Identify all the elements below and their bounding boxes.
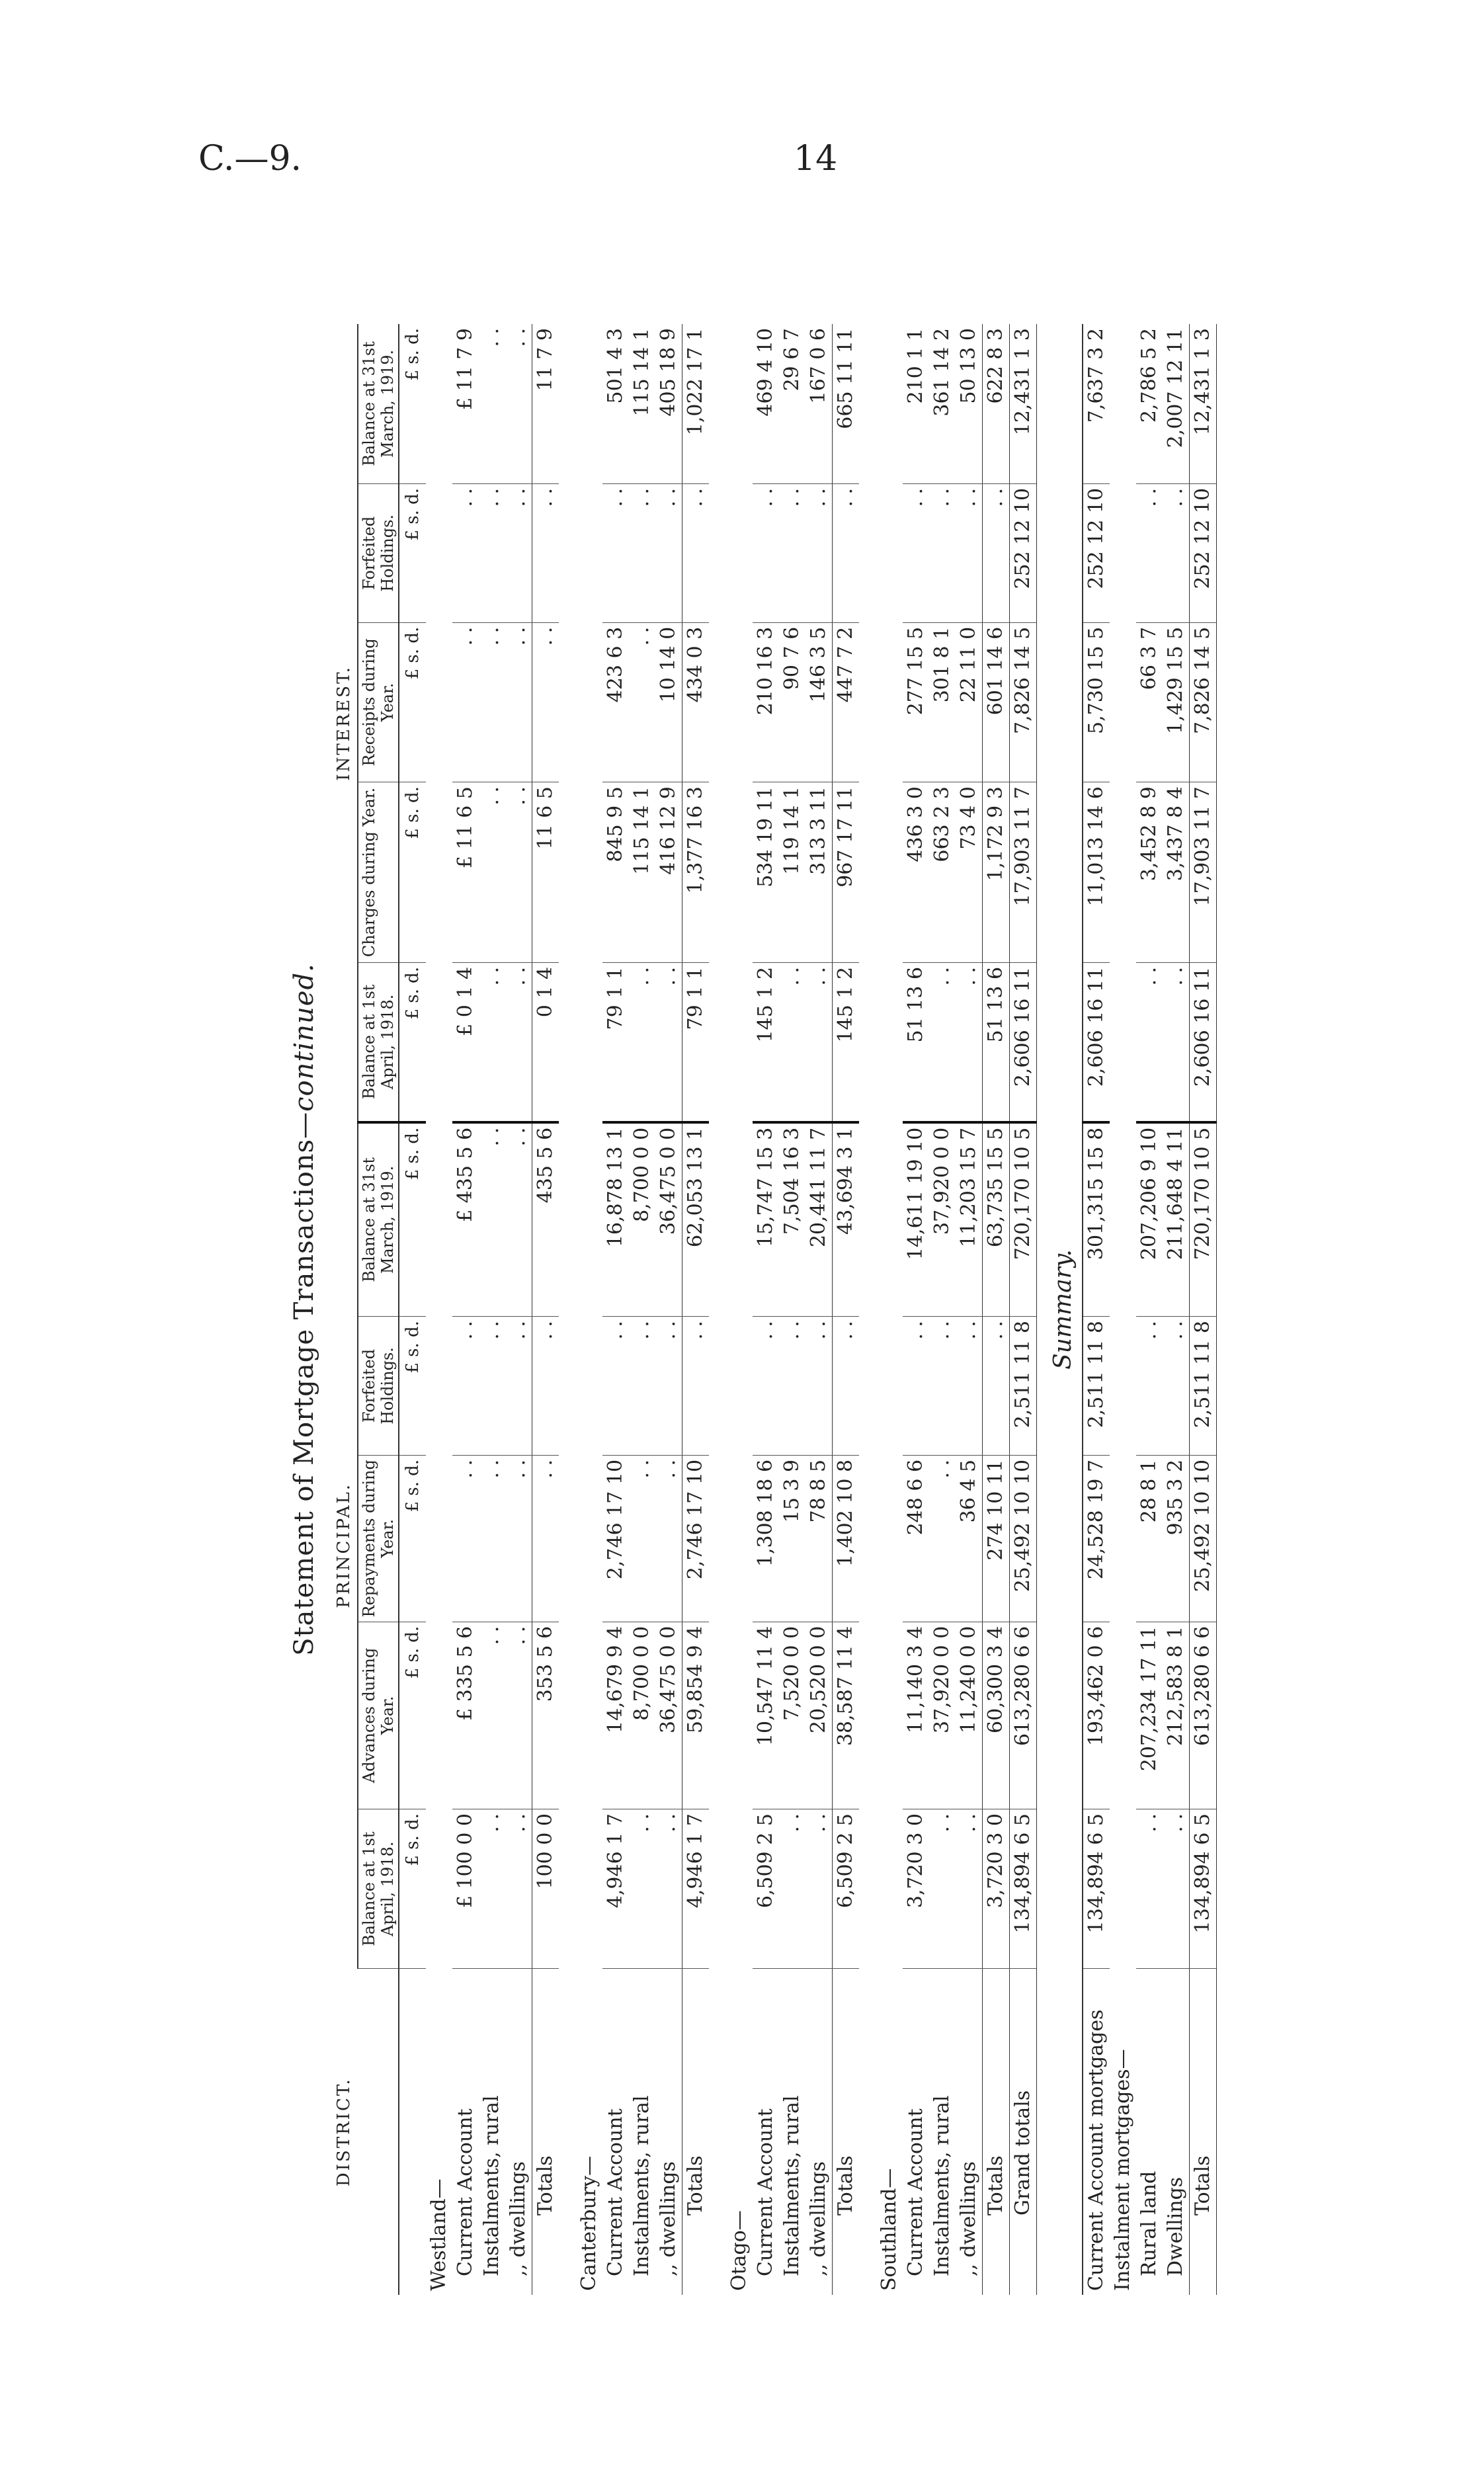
table-cell: 622 8 3 xyxy=(983,324,1010,483)
table-cell: 301 8 1 xyxy=(929,622,956,782)
table-cell: 145 1 2 xyxy=(753,962,779,1122)
table-cell: . . xyxy=(983,1317,1010,1456)
col-header-repayments: Repayments during Year. xyxy=(358,1455,399,1622)
table-cell: . . xyxy=(1136,1317,1163,1456)
table-cell: . . xyxy=(505,1122,532,1317)
table-cell: 252 12 10 xyxy=(1190,483,1217,622)
table-cell: 2,007 12 11 xyxy=(1163,324,1190,483)
table-row xyxy=(805,324,833,2295)
page-number: 14 xyxy=(794,139,838,179)
table-cell: 501 4 3 xyxy=(602,324,629,483)
table-cell: 79 1 1 xyxy=(682,962,710,1122)
table-row xyxy=(505,324,532,2295)
table-cell: . . xyxy=(505,962,532,1122)
table-cell: 207,206 9 10 xyxy=(1136,1122,1163,1317)
table-cell: 14,611 19 10 xyxy=(903,1122,929,1317)
row-label: Instalments, rural xyxy=(480,2095,503,2276)
table-cell: 193,462 0 6 xyxy=(1083,1622,1110,1809)
district-name: Otago— xyxy=(727,2210,751,2291)
table-cell: . . xyxy=(452,622,479,782)
table-cell: 115 14 1 xyxy=(629,324,655,483)
table-cell: 2,786 5 2 xyxy=(1136,324,1163,483)
table-row xyxy=(452,324,479,2295)
row-label: Current Account xyxy=(904,2108,927,2276)
table-cell: 73 4 0 xyxy=(956,782,983,963)
table-cell: 1,172 9 3 xyxy=(983,782,1010,963)
table-cell: 115 14 1 xyxy=(629,782,655,963)
table-cell: 207,234 17 11 xyxy=(1136,1622,1163,1809)
table-cell: . . xyxy=(1163,1809,1190,1969)
table-cell: 423 6 3 xyxy=(602,622,629,782)
table-cell: 79 1 1 xyxy=(602,962,629,1122)
row-label: Totals xyxy=(682,1969,710,2295)
table-cell: 10 14 0 xyxy=(655,622,682,782)
totals-row xyxy=(532,324,559,2295)
table-cell: 720,170 10 5 xyxy=(1010,1122,1037,1317)
table-cell: 252 12 10 xyxy=(1010,483,1037,622)
table-cell: 967 17 11 xyxy=(833,782,860,963)
table-cell: 2,746 17 10 xyxy=(602,1455,629,1622)
table-cell: . . xyxy=(833,483,860,622)
row-label: Current Account mortgages xyxy=(1083,1969,1110,2295)
table-cell: 1,429 15 5 xyxy=(1163,622,1190,782)
table-cell: 12,431 1 3 xyxy=(1190,324,1217,483)
table-cell: . . xyxy=(805,962,833,1122)
table-cell: 90 7 6 xyxy=(779,622,805,782)
table-cell: . . xyxy=(602,483,629,622)
table-cell: . . xyxy=(903,483,929,622)
table-caption xyxy=(278,324,331,2295)
table-cell: 16,878 13 1 xyxy=(602,1122,629,1317)
table-cell: . . xyxy=(629,483,655,622)
section-heading xyxy=(1110,324,1136,2295)
table-cell: . . xyxy=(505,1622,532,1809)
table-cell: . . xyxy=(505,622,532,782)
col-header-principal-balance-1918: Balance at 1st April, 1918. xyxy=(358,1809,399,1969)
table-cell: . . xyxy=(452,1317,479,1456)
table-cell: . . xyxy=(1136,483,1163,622)
row-label: Rural land xyxy=(1137,2171,1161,2276)
table-title: Statement of Mortgage Transactions— xyxy=(289,1111,319,1656)
section-heading xyxy=(726,324,753,2295)
table-cell: . . xyxy=(629,622,655,782)
row-label: Instalments, rural xyxy=(630,2095,653,2276)
col-header-interest-forfeited: Forfeited Holdings. xyxy=(358,483,399,622)
table-cell: . . xyxy=(929,1809,956,1969)
table-cell: . . xyxy=(505,324,532,483)
table-cell: . . xyxy=(956,1809,983,1969)
table-cell: 7,826 14 5 xyxy=(1190,622,1217,782)
table-cell: 59,854 9 4 xyxy=(682,1622,710,1809)
table-cell: 11,203 15 7 xyxy=(956,1122,983,1317)
table-cell: 1,022 17 1 xyxy=(682,324,710,483)
table-cell: 24,528 19 7 xyxy=(1083,1455,1110,1622)
table-cell: 28 8 1 xyxy=(1136,1455,1163,1622)
instalment-label: Instalment mortgages— xyxy=(1111,2049,1134,2291)
section-heading xyxy=(576,324,602,2295)
table-cell: . . xyxy=(629,1317,655,1456)
table-cell: 15,747 15 3 xyxy=(753,1122,779,1317)
table-cell: 134,894 6 5 xyxy=(1010,1809,1037,1969)
table-cell: 7,637 3 2 xyxy=(1083,324,1110,483)
table-cell: 601 14 6 xyxy=(983,622,1010,782)
interest-group-header: INTEREST. xyxy=(331,324,358,1122)
table-cell: . . xyxy=(753,483,779,622)
table-cell: . . xyxy=(1136,962,1163,1122)
table-row xyxy=(1136,324,1163,2295)
table-cell: . . xyxy=(1163,1317,1190,1456)
table-cell: . . xyxy=(479,1809,505,1969)
table-cell: . . xyxy=(655,1455,682,1622)
table-cell: 534 19 11 xyxy=(753,782,779,963)
table-cell: . . xyxy=(532,483,559,622)
district-name: Canterbury— xyxy=(577,2155,600,2291)
rotated-table-container xyxy=(278,324,1382,2295)
totals-row xyxy=(833,324,860,2295)
table-cell: . . xyxy=(929,483,956,622)
district-name: Southland— xyxy=(878,2168,901,2291)
table-cell: . . xyxy=(532,622,559,782)
table-cell: . . xyxy=(629,1455,655,1622)
table-cell: 167 0 6 xyxy=(805,324,833,483)
row-label: Totals xyxy=(833,1969,860,2295)
table-cell: 665 11 11 xyxy=(833,324,860,483)
table-cell: 5,730 15 5 xyxy=(1083,622,1110,782)
table-cell: 252 12 10 xyxy=(1083,483,1110,622)
row-label: ,, dwellings xyxy=(957,2161,980,2276)
table-cell: . . xyxy=(602,1317,629,1456)
table-row xyxy=(479,324,505,2295)
unit-label: £ s. d. xyxy=(399,324,426,483)
table-cell: . . xyxy=(479,483,505,622)
unit-label: £ s. d. xyxy=(399,782,426,963)
table-cell: . . xyxy=(479,962,505,1122)
table-cell: 3,720 3 0 xyxy=(903,1809,929,1969)
table-cell: 4,946 1 7 xyxy=(682,1809,710,1969)
table-cell: 435 5 6 xyxy=(532,1122,559,1317)
table-cell: 2,606 16 11 xyxy=(1010,962,1037,1122)
table-cell: 134,894 6 5 xyxy=(1190,1809,1217,1969)
row-label: Instalments, rural xyxy=(930,2095,954,2276)
table-cell: 1,402 10 8 xyxy=(833,1455,860,1622)
table-cell: 7,520 0 0 xyxy=(779,1622,805,1809)
document-code: C.—9. xyxy=(198,139,302,179)
unit-label: £ s. d. xyxy=(399,1809,426,1969)
table-cell: 37,920 0 0 xyxy=(929,1622,956,1809)
table-cell: 8,700 0 0 xyxy=(629,1122,655,1317)
table-cell: 3,720 3 0 xyxy=(983,1809,1010,1969)
unit-label: £ s. d. xyxy=(399,622,426,782)
table-cell: 145 1 2 xyxy=(833,962,860,1122)
row-label: ,, dwellings xyxy=(507,2161,530,2276)
table-cell: . . xyxy=(505,483,532,622)
table-cell: 0 1 4 xyxy=(532,962,559,1122)
table-cell: 11,240 0 0 xyxy=(956,1622,983,1809)
table-cell: 2,511 11 8 xyxy=(1190,1317,1217,1456)
table-cell: £ 335 5 6 xyxy=(452,1622,479,1809)
table-cell: 12,431 1 3 xyxy=(1010,324,1037,483)
table-cell: 274 10 11 xyxy=(983,1455,1010,1622)
table-cell: 51 13 6 xyxy=(983,962,1010,1122)
unit-label: £ s. d. xyxy=(399,483,426,622)
totals-row xyxy=(983,324,1010,2295)
table-cell: 146 3 5 xyxy=(805,622,833,782)
table-cell: 4,946 1 7 xyxy=(602,1809,629,1969)
table-cell: . . xyxy=(779,962,805,1122)
table-cell: . . xyxy=(929,1455,956,1622)
table-cell: . . xyxy=(479,1622,505,1809)
table-cell: . . xyxy=(479,622,505,782)
unit-label: £ s. d. xyxy=(399,1317,426,1456)
table-cell: 2,511 11 8 xyxy=(1010,1317,1037,1456)
table-cell: 17,903 11 7 xyxy=(1190,782,1217,963)
table-cell: 434 0 3 xyxy=(682,622,710,782)
unit-label: £ s. d. xyxy=(399,962,426,1122)
table-cell: £ 435 5 6 xyxy=(452,1122,479,1317)
table-cell: 11 7 9 xyxy=(532,324,559,483)
table-cell: 6,509 2 5 xyxy=(753,1809,779,1969)
table-cell: 1,377 16 3 xyxy=(682,782,710,963)
table-row xyxy=(753,324,779,2295)
table-row xyxy=(629,324,655,2295)
district-name: Westland— xyxy=(427,2178,450,2291)
table-cell: . . xyxy=(929,1317,956,1456)
row-label: Instalments, rural xyxy=(780,2095,804,2276)
table-cell: . . xyxy=(753,1317,779,1456)
table-cell: . . xyxy=(655,1317,682,1456)
table-cell: 22 11 0 xyxy=(956,622,983,782)
table-cell: 2,511 11 8 xyxy=(1083,1317,1110,1456)
table-cell: 2,746 17 10 xyxy=(682,1455,710,1622)
section-heading xyxy=(426,324,452,2295)
table-cell: 469 4 10 xyxy=(753,324,779,483)
row-label: Totals xyxy=(532,1969,559,2295)
units-row xyxy=(399,324,426,2295)
page-header xyxy=(198,139,1257,192)
table-cell: 7,504 16 3 xyxy=(779,1122,805,1317)
row-label: Totals xyxy=(1190,1969,1217,2295)
table-cell: 20,441 11 7 xyxy=(805,1122,833,1317)
table-cell: . . xyxy=(452,1455,479,1622)
table-cell: . . xyxy=(505,1809,532,1969)
table-cell: 447 7 2 xyxy=(833,622,860,782)
grand-totals-row xyxy=(1010,324,1037,2295)
mortgage-transactions-table xyxy=(331,324,1217,2295)
table-cell: . . xyxy=(655,962,682,1122)
table-cell: . . xyxy=(903,1317,929,1456)
col-header-principal-forfeited: Forfeited Holdings. xyxy=(358,1317,399,1456)
table-cell: . . xyxy=(956,1317,983,1456)
table-cell: 25,492 10 10 xyxy=(1010,1455,1037,1622)
table-cell: 210 16 3 xyxy=(753,622,779,782)
table-cell: 613,280 6 6 xyxy=(1190,1622,1217,1809)
table-cell: . . xyxy=(833,1317,860,1456)
table-cell: . . xyxy=(505,1455,532,1622)
table-cell: . . xyxy=(505,782,532,963)
table-cell: . . xyxy=(956,483,983,622)
table-cell: . . xyxy=(779,483,805,622)
table-cell: 277 15 5 xyxy=(903,622,929,782)
table-cell: 29 6 7 xyxy=(779,324,805,483)
table-cell: 38,587 11 4 xyxy=(833,1622,860,1809)
table-row xyxy=(903,324,929,2295)
table-cell: . . xyxy=(479,1455,505,1622)
table-cell: 11 6 5 xyxy=(532,782,559,963)
table-cell: . . xyxy=(655,483,682,622)
table-cell: . . xyxy=(805,483,833,622)
section-heading xyxy=(876,324,903,2295)
table-cell: 20,520 0 0 xyxy=(805,1622,833,1809)
totals-row xyxy=(1190,324,1217,2295)
table-row xyxy=(602,324,629,2295)
row-label: Grand totals xyxy=(1010,1969,1037,2295)
table-cell: 36 4 5 xyxy=(956,1455,983,1622)
table-cell: . . xyxy=(1136,1809,1163,1969)
table-cell: . . xyxy=(479,1122,505,1317)
row-label: Current Account xyxy=(454,2108,477,2276)
row-label: Totals xyxy=(983,1969,1010,2295)
table-title-suffix: continued. xyxy=(289,963,319,1112)
table-row xyxy=(929,324,956,2295)
table-cell: . . xyxy=(805,1317,833,1456)
table-cell: 416 12 9 xyxy=(655,782,682,963)
principal-group-header: PRINCIPAL. xyxy=(331,1122,358,1969)
district-header: DISTRICT. xyxy=(331,1969,399,2295)
table-cell: . . xyxy=(779,1809,805,1969)
col-header-charges: Charges during Year. xyxy=(358,782,399,963)
row-label: Current Account xyxy=(754,2108,777,2276)
table-cell: 51 13 6 xyxy=(903,962,929,1122)
table-cell: 663 2 3 xyxy=(929,782,956,963)
table-cell: . . xyxy=(452,483,479,622)
table-cell: 1,308 18 6 xyxy=(753,1455,779,1622)
table-cell: . . xyxy=(983,483,1010,622)
table-cell: 211,648 4 11 xyxy=(1163,1122,1190,1317)
table-cell: . . xyxy=(682,483,710,622)
table-cell: . . xyxy=(629,962,655,1122)
totals-row xyxy=(682,324,710,2295)
table-cell: . . xyxy=(479,782,505,963)
table-cell: 62,053 13 1 xyxy=(682,1122,710,1317)
row-label: ,, dwellings xyxy=(807,2161,830,2276)
table-cell: . . xyxy=(479,324,505,483)
table-cell: . . xyxy=(629,1809,655,1969)
col-header-interest-balance-1919: Balance at 31st March, 1919. xyxy=(358,324,399,483)
table-cell: 134,894 6 5 xyxy=(1083,1809,1110,1969)
table-cell: 36,475 0 0 xyxy=(655,1622,682,1809)
table-cell: 8,700 0 0 xyxy=(629,1622,655,1809)
table-cell: . . xyxy=(929,962,956,1122)
table-cell: 613,280 6 6 xyxy=(1010,1622,1037,1809)
col-header-principal-balance-1919: Balance at 31st March, 1919. xyxy=(358,1122,399,1317)
table-cell: . . xyxy=(505,1317,532,1456)
table-cell: 353 5 6 xyxy=(532,1622,559,1809)
table-cell: 2,606 16 11 xyxy=(1190,962,1217,1122)
table-row xyxy=(1163,324,1190,2295)
unit-label: £ s. d. xyxy=(399,1622,426,1809)
table-cell: 301,315 15 8 xyxy=(1083,1122,1110,1317)
table-cell: . . xyxy=(655,1809,682,1969)
table-cell: 935 3 2 xyxy=(1163,1455,1190,1622)
table-cell: 3,452 8 9 xyxy=(1136,782,1163,963)
table-cell: 50 13 0 xyxy=(956,324,983,483)
table-cell: 436 3 0 xyxy=(903,782,929,963)
summary-caption-row xyxy=(1037,324,1083,2295)
table-cell: 11,140 3 4 xyxy=(903,1622,929,1809)
table-cell: 845 9 5 xyxy=(602,782,629,963)
table-cell: 6,509 2 5 xyxy=(833,1809,860,1969)
table-cell: 17,903 11 7 xyxy=(1010,782,1037,963)
table-row xyxy=(1083,324,1110,2295)
col-header-advances: Advances during Year. xyxy=(358,1622,399,1809)
table-cell: . . xyxy=(1163,962,1190,1122)
table-cell: £ 11 6 5 xyxy=(452,782,479,963)
col-header-receipts: Receipts during Year. xyxy=(358,622,399,782)
table-cell: 119 14 1 xyxy=(779,782,805,963)
table-cell: 210 1 1 xyxy=(903,324,929,483)
table-cell: 66 3 7 xyxy=(1136,622,1163,782)
table-cell: . . xyxy=(779,1317,805,1456)
table-cell: 720,170 10 5 xyxy=(1190,1122,1217,1317)
table-cell: 60,300 3 4 xyxy=(983,1622,1010,1809)
table-cell: 63,735 15 5 xyxy=(983,1122,1010,1317)
table-cell: 11,013 14 6 xyxy=(1083,782,1110,963)
table-cell: 405 18 9 xyxy=(655,324,682,483)
table-row xyxy=(779,324,805,2295)
table-cell: . . xyxy=(805,1809,833,1969)
table-cell: 2,606 16 11 xyxy=(1083,962,1110,1122)
table-cell: . . xyxy=(682,1317,710,1456)
table-cell: 100 0 0 xyxy=(532,1809,559,1969)
unit-label: £ s. d. xyxy=(399,1455,426,1622)
table-cell: . . xyxy=(479,1317,505,1456)
table-cell: 43,694 3 1 xyxy=(833,1122,860,1317)
table-row xyxy=(956,324,983,2295)
table-cell: . . xyxy=(532,1455,559,1622)
table-cell: £ 0 1 4 xyxy=(452,962,479,1122)
table-cell: 36,475 0 0 xyxy=(655,1122,682,1317)
table-cell: £ 100 0 0 xyxy=(452,1809,479,1969)
row-label: Current Account xyxy=(604,2108,627,2276)
table-cell: 7,826 14 5 xyxy=(1010,622,1037,782)
table-cell: 313 3 11 xyxy=(805,782,833,963)
table-cell: £ 11 7 9 xyxy=(452,324,479,483)
table-cell: 361 14 2 xyxy=(929,324,956,483)
table-cell: . . xyxy=(956,962,983,1122)
table-row xyxy=(655,324,682,2295)
table-cell: 14,679 9 4 xyxy=(602,1622,629,1809)
row-label: ,, dwellings xyxy=(657,2161,680,2276)
row-label: Dwellings xyxy=(1164,2176,1187,2276)
table-cell: 3,437 8 4 xyxy=(1163,782,1190,963)
table-cell: 248 6 6 xyxy=(903,1455,929,1622)
table-cell: 212,583 8 1 xyxy=(1163,1622,1190,1809)
table-cell: 10,547 11 4 xyxy=(753,1622,779,1809)
table-cell: 25,492 10 10 xyxy=(1190,1455,1217,1622)
table-cell: 78 8 5 xyxy=(805,1455,833,1622)
summary-caption: Summary. xyxy=(1050,1249,1077,1370)
table-cell: 37,920 0 0 xyxy=(929,1122,956,1317)
col-header-interest-balance-1918: Balance at 1st April, 1918. xyxy=(358,962,399,1122)
table-cell: . . xyxy=(532,1317,559,1456)
table-cell: . . xyxy=(1163,483,1190,622)
unit-label: £ s. d. xyxy=(399,1122,426,1317)
table-cell: 15 3 9 xyxy=(779,1455,805,1622)
